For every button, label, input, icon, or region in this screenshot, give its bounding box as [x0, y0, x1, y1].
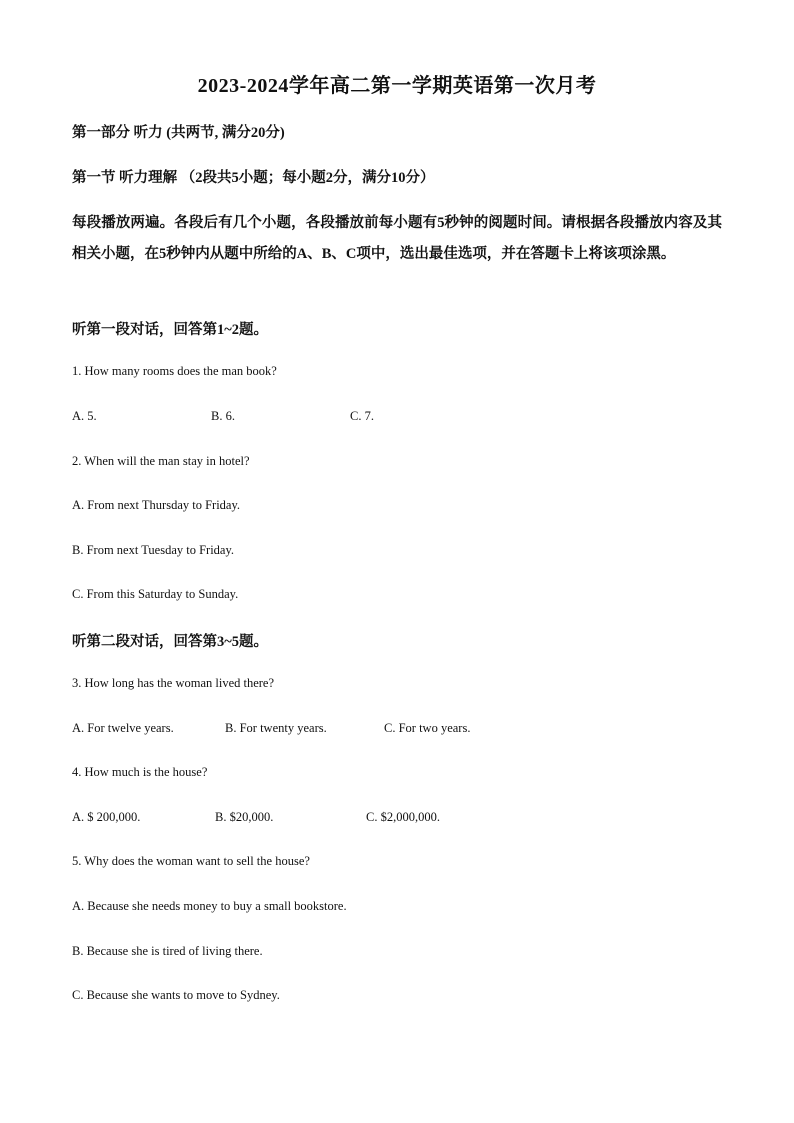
part1-heading: 第一部分 听力 (共两节, 满分20分) — [72, 125, 285, 141]
question-1-option-b: B. 6. — [211, 409, 235, 423]
question-4-option-b: B. $20,000. — [215, 810, 274, 824]
question-5-option-c: C. Because she wants to move to Sydney. — [72, 988, 280, 1002]
question-3-option-a: A. For twelve years. — [72, 721, 174, 735]
question-1-text: 1. How many rooms does the man book? — [72, 364, 277, 378]
question-2-option-a: A. From next Thursday to Friday. — [72, 498, 241, 512]
question-1-option-a: A. 5. — [72, 409, 97, 423]
section1-heading: 第一节 听力理解 （2段共5小题；每小题2分，满分10分） — [72, 170, 435, 186]
question-1-option-c: C. 7. — [350, 409, 374, 423]
question-5-text: 5. Why does the woman want to sell the house? — [72, 854, 310, 868]
question-3-text: 3. How long has the woman lived there? — [72, 676, 275, 690]
question-5-option-a: A. Because she needs money to buy a small bookstore. — [72, 899, 347, 913]
dialogue2-heading: 听第二段对话，回答第3~5题。 — [72, 634, 269, 650]
question-4-option-c: C. $2,000,000. — [366, 810, 440, 824]
question-4-text: 4. How much is the house? — [72, 765, 208, 779]
question-2-option-c: C. From this Saturday to Sunday. — [72, 587, 239, 601]
question-4-option-a: A. $ 200,000. — [72, 810, 141, 824]
page-title: 2023-2024学年高二第一学期英语第一次月考 — [197, 75, 597, 97]
question-5-option-b: B. Because she is tired of living there. — [72, 944, 263, 958]
dialogue1-heading: 听第一段对话，回答第1~2题。 — [72, 322, 269, 338]
instructions-paragraph: 每段播放两遍。各段后有几个小题，各段播放前每小题有5秒钟的阅题时间。请根据各段播放内容及其相关小题，在5秒钟内从题中所给的A、B、C项中，选出最佳选项，并在答题卡上将该项涂黑。 — [72, 215, 722, 262]
question-2-text: 2. When will the man stay in hotel? — [72, 454, 250, 468]
question-2-option-b: B. From next Tuesday to Friday. — [72, 543, 235, 557]
question-3-option-c: C. For two years. — [384, 721, 471, 735]
question-3-option-b: B. For twenty years. — [225, 721, 327, 735]
